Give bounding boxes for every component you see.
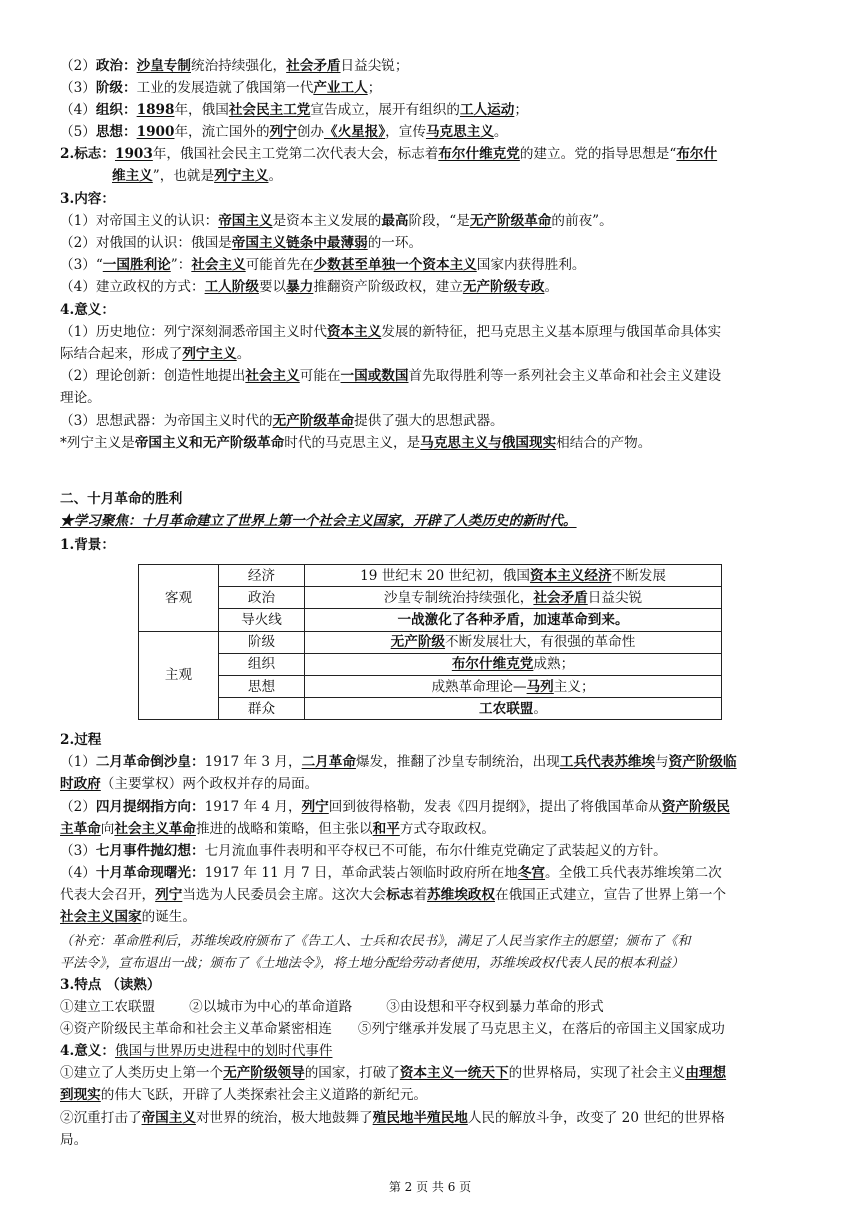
line-sig-2-cont: 理论。 — [60, 390, 101, 406]
study-focus: ★学习聚焦：十月革命建立了世界上第一个社会主义国家，开辟了人类历史的新时代。 — [60, 513, 577, 529]
row-content: 布尔什维克党成熟； — [305, 653, 722, 675]
row-content: 成熟革命理论—马列主义； — [305, 675, 722, 697]
group-subjective: 主观 — [139, 631, 219, 720]
line-sig-1: （1）历史地位：列宁深刻洞悉帝国主义时代资本主义发展的新特征，把马克思主义基本原理与俄国革命具体实 — [60, 324, 722, 340]
table-row — [139, 698, 722, 720]
table-row — [139, 587, 722, 609]
row-label: 思想 — [219, 675, 305, 697]
line-oct-sig-1-cont: 到现实的伟大飞跃，开辟了人类探索社会主义道路的新纪元。 — [60, 1087, 428, 1103]
table-row — [139, 675, 722, 697]
line-content-3: （3）“一国胜利论”：社会主义可能首先在少数甚至单独一个资本主义国家内获得胜利。 — [60, 257, 586, 273]
line-class: （3）阶级：工业的发展造就了俄国第一代产业工人； — [60, 80, 382, 96]
row-content: 工农联盟。 — [305, 698, 722, 720]
page-number: 第 2 页 共 6 页 — [388, 1180, 472, 1194]
row-label: 组织 — [219, 653, 305, 675]
line-process-4-end: 社会主义国家的诞生。 — [60, 909, 196, 925]
line-process-4-cont: 代表大会召开，列宁当选为人民委员会主席。这次大会标志着苏维埃政权在俄国正式建立，宣告了世界上第一个 — [60, 887, 727, 903]
table-row — [139, 609, 722, 631]
row-content: 无产阶级不断发展壮大，有很强的革命性 — [305, 631, 722, 653]
row-label: 导火线 — [219, 609, 305, 631]
heading-content: 3.内容： — [60, 191, 115, 207]
line-symbol: 2.标志：1903年，俄国社会民主工党第二次代表大会，标志着布尔什维克党的建立。党的指导思想是“布尔什 — [60, 146, 718, 162]
line-thought: （5）思想：1900年，流亡国外的列宁创办《火星报》，宣传马克思主义。 — [60, 124, 508, 140]
line-oct-sig-2: ②沉重打击了帝国主义对世界的统治，极大地鼓舞了殖民地半殖民地人民的解放斗争，改变了 20 世纪的世界格 — [60, 1110, 725, 1126]
line-sig-3: （3）思想武器：为帝国主义时代的无产阶级革命提供了强大的思想武器。 — [60, 413, 504, 429]
row-label: 经济 — [219, 565, 305, 587]
line-sig-1-cont: 际结合起来，形成了列宁主义。 — [60, 346, 251, 362]
line-leninism-note: *列宁主义是帝国主义和无产阶级革命时代的马克思主义，是马克思主义与俄国现实相结合的产物。 — [60, 435, 652, 451]
row-content: 19 世纪末 20 世纪初，俄国资本主义经济不断发展 — [305, 565, 722, 587]
row-label: 政治 — [219, 587, 305, 609]
section-title-october: 二、十月革命的胜利 — [60, 491, 183, 507]
heading-significance: 4.意义： — [60, 302, 115, 318]
heading-background: 1.背景： — [60, 537, 115, 553]
background-table — [138, 564, 722, 720]
features-row-1: ①建立工农联盟 ②以城市为中心的革命道路 ③由设想和平夺权到暴力革命的形式 — [60, 999, 604, 1015]
line-politics: （2）政治：沙皇专制统治持续强化，社会矛盾日益尖锐； — [60, 58, 409, 74]
line-organization: （4）组织：1898年，俄国社会民主工党宣告成立，展开有组织的工人运动； — [60, 102, 528, 118]
group-objective: 客观 — [139, 565, 219, 632]
row-label: 阶级 — [219, 631, 305, 653]
line-content-1: （1）对帝国主义的认识：帝国主义是资本主义发展的最高阶段，“是无产阶级革命的前夜”。 — [60, 213, 613, 229]
supplement-note-cont: 平法令》，宣布退出一战；颁布了《土地法令》，将土地分配给劳动者使用，苏维埃政权代表人民的根本利益） — [60, 956, 685, 971]
line-content-4: （4）建立政权的方式：工人阶级要以暴力推翻资产阶级政权，建立无产阶级专政。 — [60, 279, 559, 295]
row-content: 一战激化了各种矛盾，加速革命到来。 — [305, 609, 722, 631]
line-process-2: （2）四月提纲指方向：1917 年 4 月，列宁回到彼得格勒，发表《四月提纲》，提出了将俄国革命从资产阶级民 — [60, 799, 730, 815]
line-process-4: （4）十月革命现曙光：1917 年 11 月 7 日，革命武装占领临时政府所在地冬宫。全俄工兵代表苏维埃第二次 — [60, 865, 722, 881]
line-process-1: （1）二月革命倒沙皇：1917 年 3 月，二月革命爆发，推翻了沙皇专制统治，出现工兵代表苏维埃与资产阶级临 — [60, 754, 737, 770]
table-row — [139, 565, 722, 587]
heading-significance-2: 4.意义：俄国与世界历史进程中的划时代事件 — [60, 1043, 333, 1059]
table-row — [139, 631, 722, 653]
heading-process: 2.过程 — [60, 732, 102, 748]
features-row-2: ④资产阶级民主革命和社会主义革命紧密相连 ⑤列宁继承并发展了马克思主义，在落后的帝国主义国家成功 — [60, 1021, 725, 1037]
heading-features: 3.特点 （读熟） — [60, 977, 161, 993]
line-oct-sig-1: ①建立了人类历史上第一个无产阶级领导的国家，打破了资本主义一统天下的世界格局，实现了社会主义由理想 — [60, 1065, 727, 1081]
line-process-3: （3）七月事件抛幻想：七月流血事件表明和平夺权已不可能，布尔什维克党确定了武装起义的方针。 — [60, 843, 667, 859]
line-symbol-cont: 维主义”，也就是列宁主义。 — [112, 168, 283, 184]
row-content: 沙皇专制统治持续强化，社会矛盾日益尖锐 — [305, 587, 722, 609]
line-sig-2: （2）理论创新：创造性地提出社会主义可能在一国或数国首先取得胜利等一系列社会主义革命和社会主义建设 — [60, 368, 722, 384]
line-process-1-cont: 时政府（主要掌权）两个政权并存的局面。 — [60, 776, 319, 792]
row-label: 群众 — [219, 698, 305, 720]
supplement-note: （补充：革命胜利后，苏维埃政府颁布了《告工人、士兵和农民书》，满足了人民当家作主的愿望；颁布了《和 — [60, 934, 691, 949]
line-oct-sig-2-cont: 局。 — [60, 1132, 88, 1148]
table-row — [139, 653, 722, 675]
line-process-2-cont: 主革命向社会主义革命推进的战略和策略，但主张以和平方式夺取政权。 — [60, 821, 495, 837]
line-content-2: （2）对俄国的认识：俄国是帝国主义链条中最薄弱的一环。 — [60, 235, 423, 251]
